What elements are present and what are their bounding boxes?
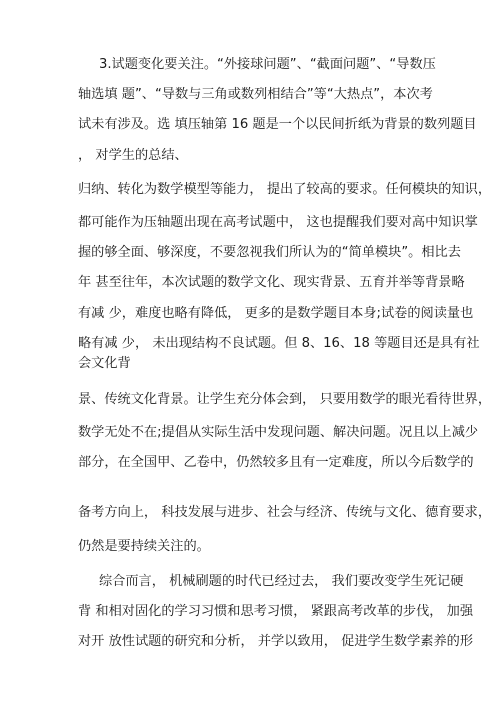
text-line: 仍然是要持续关注的。: [78, 539, 210, 554]
text-line: 备考方向上， 科技发展与进步、社会与经济、传统与文化、德育要求，: [78, 505, 492, 520]
text-line: 综合而言， 机械刷题的时代已经过去， 我们要改变学生死记硬: [78, 574, 464, 589]
text-line: ， 对学生的总结、: [78, 148, 188, 163]
text-line: 归纳、转化为数学模型等能力， 提出了较高的要求。任何模块的知识，: [78, 182, 492, 197]
text-line: 数学无处不在;提倡从实际生活中发现问题、解决问题。况且以上减少: [78, 425, 479, 440]
text-line: 轴选填 题”、“导数与三角或数列相结合”等“大热点”，本次考: [78, 87, 433, 102]
text-line: 景、传统文化背景。让学生充分体会到， 只要用数学的眼光看待世界，: [78, 392, 492, 407]
text-line: 会文化背: [78, 356, 131, 371]
text-line: 对开 放性试题的研究和分析， 并学以致用， 促进学生数学素养的形: [78, 634, 474, 649]
text-line: 都可能作为压轴题出现在高考试题中， 这也提醒我们要对高中知识掌: [78, 215, 478, 230]
text-line: 有减 少，难度也略有降低， 更多的是数学题目本身;试卷的阅读量也: [78, 306, 474, 321]
text-line: 背 和相对固化的学习习惯和思考习惯， 紧跟高考改革的步伐， 加强: [78, 604, 474, 619]
text-line: 部分，在全国甲、乙卷中，仍然较多且有一定难度，所以今后数学的: [78, 455, 474, 470]
text-line: 试未有涉及。选 填压轴第 16 题是一个以民间折纸为背景的数列题目: [78, 117, 477, 132]
text-line: 3.试题变化要关注。“外接球问题”、“截面问题”、“导数压: [78, 57, 436, 72]
text-line: 年 甚至往年，本次试题的数学文化、现实背景、五育并举等背景略: [78, 275, 465, 290]
text-line: 握的够全面、够深度，不要忽视我们所认为的“简单模块”。相比去: [78, 245, 461, 260]
text-line: 略有减 少， 未出现结构不良试题。但 8、16、18 等题目还是具有社: [78, 336, 480, 351]
